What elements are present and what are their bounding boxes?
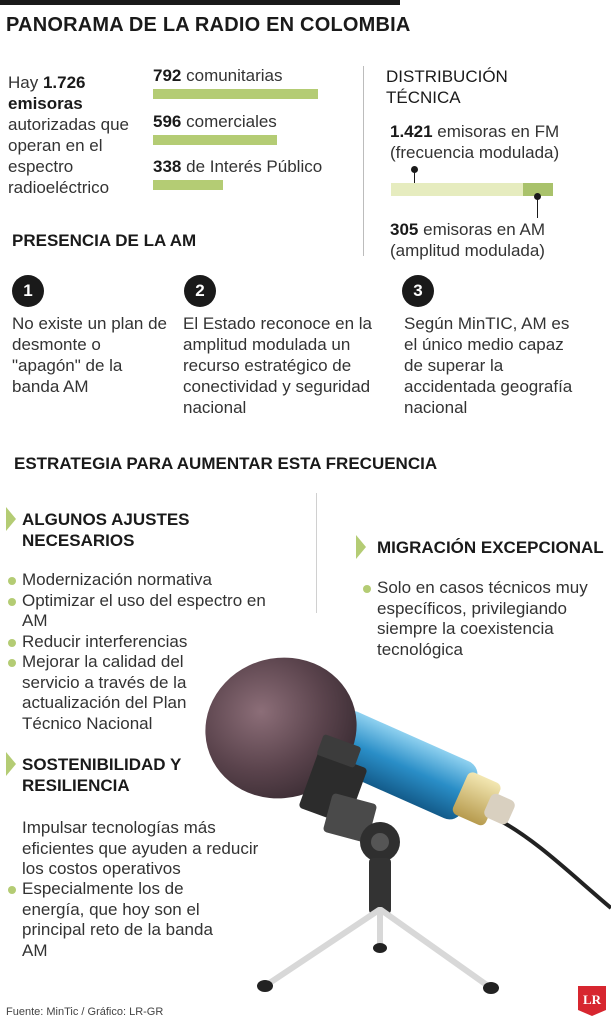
presence-item-1: No existe un plan de desmonte o "apagón" de la banda AM [12, 314, 167, 396]
intro-label: emisoras [8, 94, 83, 113]
category-commercial [153, 112, 277, 132]
category-public-interest [153, 157, 322, 177]
triangle-marker-icon [356, 535, 366, 559]
divider [363, 66, 364, 256]
list-item: Mejorar la calidad del servicio a través de la actualización del Plan Técnico Nacional [8, 652, 212, 734]
page-title: PANORAMA DE LA RADIO EN COLOMBIA [6, 14, 411, 36]
distribution-title-line2: TÉCNICA [386, 88, 461, 107]
tripod-foot [373, 943, 387, 953]
category-value: 338 [153, 157, 182, 176]
presence-item-3: Según MinTIC, AM es el único medio capaz de superar la accidentada geografía nacional [404, 314, 573, 417]
list-item: Optimizar el uso del espectro en AM [8, 591, 278, 632]
category-community [153, 66, 282, 86]
strategy-title: ESTRATEGIA PARA AUMENTAR ESTA FRECUENCIA [14, 454, 438, 473]
stand-screw [371, 833, 389, 851]
tripod-foot [257, 980, 273, 992]
category-label: comunitarias [186, 66, 283, 85]
cable [495, 818, 611, 908]
am-detail: (amplitud modulada) [390, 241, 545, 260]
fm-pointer-dot [411, 166, 418, 173]
number-badge-3: 3 [402, 275, 434, 307]
adjustments-title: ALGUNOS AJUSTES NECESARIOS [22, 510, 190, 550]
am-label-text: emisoras en AM [423, 220, 545, 239]
divider [316, 493, 317, 613]
list-item: Modernización normativa [8, 570, 278, 591]
presence-title: PRESENCIA DE LA AM [12, 231, 197, 250]
category-bar-public-interest [153, 180, 223, 190]
migration-title: MIGRACIÓN EXCEPCIONAL [377, 538, 604, 557]
category-label: de Interés Público [186, 157, 323, 176]
sustainability-title: SOSTENIBILIDAD Y RESILIENCIA [22, 755, 182, 795]
intro-prefix: Hay [8, 73, 43, 92]
list-item: Reducir interferencias [8, 632, 278, 653]
number-badge-2: 2 [184, 275, 216, 307]
source-credit: Fuente: MinTic / Gráfico: LR-GR [6, 1006, 164, 1018]
list-item: Solo en casos técnicos muy específicos, privilegiando siempre la coexistencia tecnológica [363, 578, 608, 660]
list-item: Especialmente los de energía, que hoy son el principal reto de la banda AM [8, 879, 238, 961]
number-badge-1: 1 [12, 275, 44, 307]
fm-label-text: emisoras en FM [437, 122, 560, 141]
am-value: 305 [390, 220, 419, 239]
tripod-foot [483, 982, 499, 994]
fm-detail: (frecuencia modulada) [390, 143, 560, 162]
top-rule [0, 0, 400, 5]
category-value: 596 [153, 112, 182, 131]
triangle-marker-icon [6, 752, 16, 776]
presence-item-2: El Estado reconoce en la amplitud modulada un recurso estratégico de conectividad y seguridad nacional [183, 314, 373, 417]
distribution-title [386, 66, 546, 108]
fm-label [390, 121, 605, 163]
distribution-title-line1: DISTRIBUCIÓN [386, 67, 508, 86]
triangle-marker-icon [6, 507, 16, 531]
tripod-leg [381, 910, 491, 988]
am-pointer-dot [534, 193, 541, 200]
stand-column [369, 858, 391, 914]
intro-rest: autorizadas que operan en el espectro radioeléctrico [8, 115, 129, 197]
lr-logo [578, 986, 606, 1016]
category-label: comerciales [186, 112, 277, 131]
sustainability-text: Impulsar tecnologías más eficientes que ayuden a reducir los costos operativos [22, 818, 259, 878]
sustainability-list [8, 879, 238, 961]
am-label [390, 219, 605, 261]
intro-count: 1.726 [42, 73, 86, 92]
lr-logo-text: LR [582, 992, 602, 1007]
intro-text [8, 72, 148, 198]
fm-value: 1.421 [390, 122, 433, 141]
category-value: 792 [153, 66, 182, 85]
tripod-leg [265, 910, 379, 986]
category-bar-community [153, 89, 318, 99]
category-bar-commercial [153, 135, 277, 145]
